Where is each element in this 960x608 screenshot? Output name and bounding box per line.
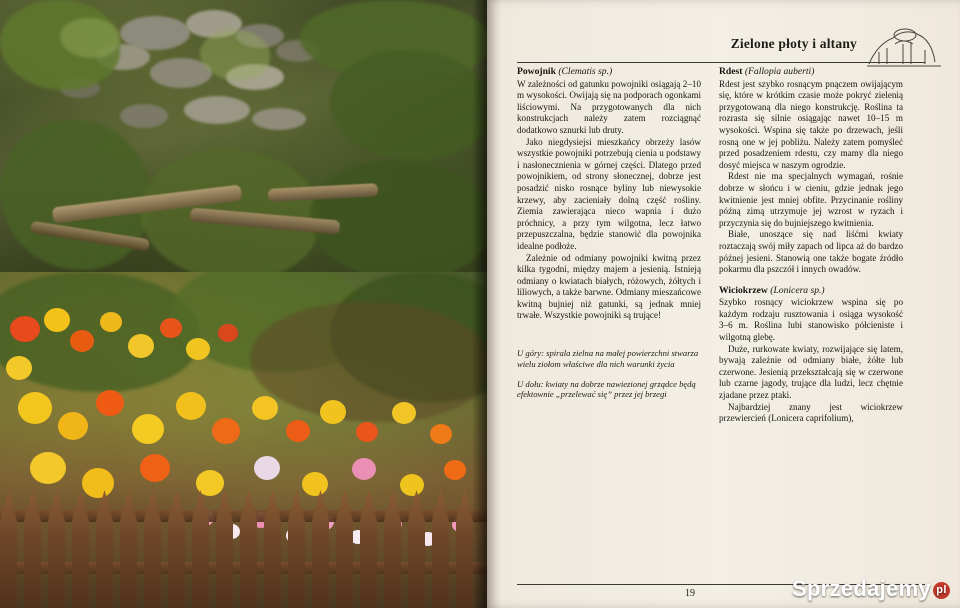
section-heading-latin: (Lonicera sp.): [770, 284, 825, 296]
section-heading-rdest: [719, 66, 903, 78]
paragraph: Jako niegdysiejsi mieszkańcy obrzeży lasów wszystkie powojniki potrzebują cienia u podstawy i nasłonecznienia w górnej części. Dlatego przed powojnikiem, od strony słonecznej, dobrze jest posadzić nisko rosnące byliny lub niewysokie krzewy, aby zacieniały dolną część rośliny. Ziemia zawierająca nieco wapnia i dużo próchnicy, a przy tym wilgotna, lecz łatwo przepuszczalna, będzie stanowić dla powojnika idealne podłoże.: [517, 136, 701, 251]
section-heading-latin: (Fallopia auberti): [744, 66, 815, 77]
paragraph: Białe, unoszące się nad liśćmi kwiaty roztaczają swój miły zapach od lipca aż do bardzo późnej jesieni. Stanowią one także bogate źródło pokarmu dla pszczół i innych owadów.: [719, 229, 903, 275]
paragraph: Zależnie od odmiany powojniki kwitną przez kilka tygodni, między majem a jesienią. Istnieją odmiany o kwiatach białych, różowych, żółtych i liliowych, a także barwne. Odmiany mieszańcowe kwitną bujniej niż gatunki, są jednak mniej trwałe. Wszystkie powojniki są trujące!: [517, 252, 701, 321]
section-heading-latin: (Clematis sp.): [558, 66, 613, 77]
watermark-text: Sprzedajemy: [791, 576, 931, 601]
photo-caption-bottom: U dołu: kwiaty na dobrze nawiezionej grządce będą efektownie „przelewać się” przez jej brzegi: [517, 378, 696, 400]
column-right: [719, 66, 903, 425]
column-left: [517, 66, 701, 409]
watermark: [792, 576, 950, 602]
section-heading-wiciokrzew: [719, 285, 903, 297]
article-columns: [517, 66, 931, 576]
flower-bed-fence-photo: [0, 272, 487, 608]
paragraph: Rdest nie ma specjalnych wymagań, rośnie dobrze w słońcu i w cieniu, gdzie jednak jego kwitnienie jest mniej obfite. Przycinanie rośliny późną zimą utrzymuje jej wzrost w ryzach i przyczynia się do bujniejszego kwitnienia.: [719, 171, 903, 228]
section-heading-powojnik: [517, 66, 701, 78]
paragraph: Rdest jest szybko rosnącym pnączem owijającym się, które w krótkim czasie może pokryć zielenią przygotowaną dla niego konstrukcję. Roślina ta rozrasta się silnie osiągając nawet 10–15 m wysokości. Wspina się także po drzewach, jeśli rosną one w jej pobliżu. Należy zatem pomyśleć przed posadzeniem rdestu, czy mamy dla niego dosyć miejsca w naszym ogrodzie.: [719, 78, 903, 170]
page-header: [517, 18, 945, 60]
section-heading-main: Rdest: [719, 66, 743, 77]
page-number: 19: [685, 588, 695, 599]
paragraph: Najbardziej znany jest wiciokrzew przewiercień (Lonicera caprifolium),: [719, 401, 903, 424]
header-rule: [517, 62, 925, 63]
paragraph: Duże, rurkowate kwiaty, rozwijające się latem, bywają zależnie od odmiany białe, żółte lub czerwone. Jesienią przekształcają się w czerwone lub czarne jagody, trujące dla ludzi, lecz chętnie zjadane przez ptaki.: [719, 343, 903, 401]
picket-fence: [0, 458, 487, 608]
photo-caption-top: U góry: spirala zielna na małej powierzchni stwarza wielu ziołom właściwe dla nich warunki życia: [517, 348, 699, 369]
watermark-badge: pl: [933, 582, 950, 599]
rockery-spiral-photo: [0, 0, 487, 272]
section-heading-main: Wiciokrzew: [719, 284, 768, 296]
section-heading-main: Powojnik: [517, 66, 556, 77]
page-title: Zielone płoty i altany: [730, 36, 857, 51]
paragraph: Szybko rosnący wiciokrzew wspina się po każdym rodzaju rusztowania i osiąga wysokość 3–6 m. Roślina lubi stanowisko półcieniste i wilgotną glebę.: [719, 297, 903, 343]
right-text-page: [487, 0, 960, 608]
paragraph: W zależności od gatunku powojniki osiągają 2–10 m wysokości. Owijają się na podporach ogonkami liściowymi. Na przygotowanych dla nich konstrukcjach należy zatem rozciągnąć dodatkowo sznurki lub druty.: [517, 78, 701, 135]
